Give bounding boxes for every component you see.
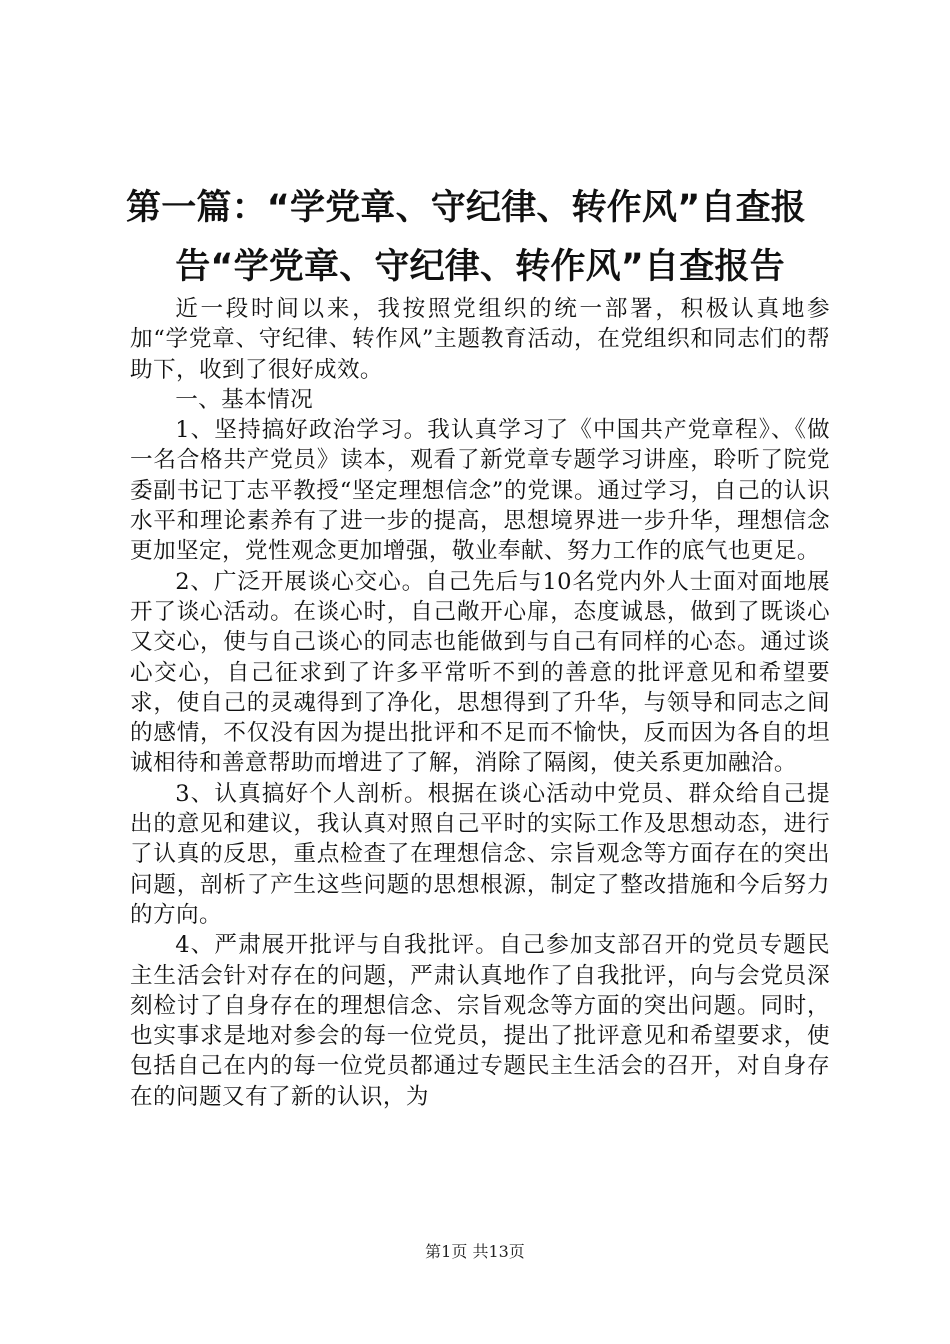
paragraph-intro: 近一段时间以来，我按照党组织的统一部署，积极认真地参加“学党章、守纪律、转作风”主题教育活动，在党组织和同志们的帮助下，收到了很好成效。 bbox=[130, 296, 830, 383]
document-title-line-2: 告“学党章、守纪律、转作风”自查报告 bbox=[175, 247, 785, 287]
paragraph-item-1: 1、坚持搞好政治学习。我认真学习了《中国共产党章程》、《做一名合格共产党员》读本，观看了新党章专题学习讲座，聆听了院党委副书记丁志平教授“坚定理想信念”的党课。通过学习，自己的认识水平和理论素养有了进一步的提高，思想境界进一步升华，理想信念更加坚定，党性观念更加增强，敬业奉献、努力工作的底气也更足。 bbox=[130, 417, 830, 565]
document-body bbox=[130, 294, 830, 1112]
paragraph-item-3: 3、认真搞好个人剖析。根据在谈心活动中党员、群众给自己提出的意见和建议，我认真对照自己平时的实际工作及思想动态，进行了认真的反思，重点检查了在理想信念、宗旨观念等方面存在的突出问题，剖析了产生这些问题的思想根源，制定了整改措施和今后努力的方向。 bbox=[130, 780, 830, 928]
paragraph-item-2: 2、广泛开展谈心交心。自己先后与10名党内外人士面对面地展开了谈心活动。在谈心时，自己敞开心扉，态度诚恳，做到了既谈心又交心，使与自己谈心的同志也能做到与自己有同样的心态。通过谈心交心，自己征求到了许多平常听不到的善意的批评意见和希望要求，使自己的灵魂得到了净化，思想得到了升华，与领导和同志之间的感情，不仅没有因为提出批评和不足而不愉快，反而因为各自的坦诚相待和善意帮助而增进了了解，消除了隔阂，使关系更加融洽。 bbox=[130, 568, 830, 777]
section-heading-basic-situation: 一、基本情况 bbox=[175, 386, 314, 413]
document-title-line-1: 第一篇：“学党章、守纪律、转作风”自查报 bbox=[126, 188, 807, 228]
paragraph-item-4: 4、严肃展开批评与自我批评。自己参加支部召开的党员专题民主生活会针对存在的问题，严肃认真地作了自我批评，向与会党员深刻检讨了自身存在的理想信念、宗旨观念等方面的突出问题。同时，也实事求是地对参会的每一位党员，提出了批评意见和希望要求，使包括自己在内的每一位党员都通过专题民主生活会的召开，对自身存在的问题又有了新的认识，为 bbox=[130, 932, 830, 1110]
page-number-footer: 第1页 共13页 bbox=[425, 1242, 525, 1261]
